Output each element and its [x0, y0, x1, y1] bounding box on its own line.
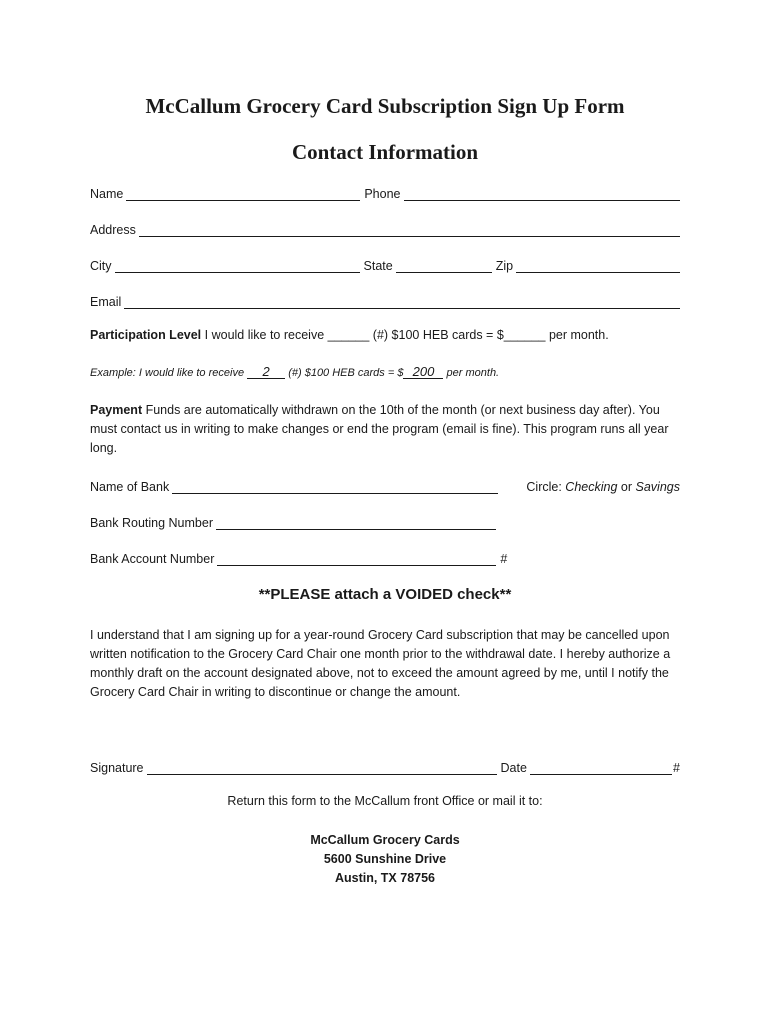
payment-heading: Payment — [90, 403, 143, 417]
checking-option[interactable]: Checking — [565, 480, 618, 494]
email-field[interactable] — [124, 294, 680, 309]
section-title: Contact Information — [291, 140, 479, 164]
date-field[interactable] — [530, 760, 672, 775]
name-label: Name — [90, 187, 124, 201]
address-line-2: 5600 Sunshine Drive — [323, 852, 447, 866]
signature-label: Signature — [90, 761, 144, 775]
account-label: Bank Account Number — [90, 552, 215, 566]
city-label: City — [90, 259, 112, 273]
bank-name-label: Name of Bank — [90, 480, 170, 494]
zip-label: Zip — [495, 259, 514, 273]
routing-field[interactable] — [216, 515, 496, 530]
state-field[interactable] — [396, 258, 492, 273]
address-label: Address — [90, 223, 136, 237]
form-page — [90, 0, 680, 1024]
address-field[interactable] — [139, 222, 680, 237]
return-instruction: Return this form to the McCallum front Office or mail it to: — [227, 794, 543, 808]
participation-text: I would like to receive ______ (#) $100 HEB cards = $______ per month. — [204, 328, 609, 342]
participation-heading: Participation Level — [90, 328, 202, 342]
example-count: 2 — [247, 366, 285, 379]
example-prefix: Example: I would like to receive — [90, 367, 245, 379]
phone-label: Phone — [364, 187, 401, 201]
email-row — [90, 291, 680, 309]
participation-example — [90, 364, 680, 383]
bank-name-field[interactable] — [172, 479, 498, 494]
city-field[interactable] — [115, 258, 360, 273]
voided-check-notice: **PLEASE attach a VOIDED check** — [258, 586, 512, 603]
account-row — [90, 548, 680, 566]
payment-paragraph — [90, 401, 680, 458]
zip-field[interactable] — [516, 258, 680, 273]
example-suffix: per month. — [446, 367, 500, 379]
example-middle: (#) $100 HEB cards = $ — [288, 367, 404, 379]
form-title: McCallum Grocery Card Subscription Sign Up Form — [145, 94, 625, 118]
mailing-address — [90, 831, 680, 888]
phone-field[interactable] — [404, 186, 681, 201]
date-hash: # — [673, 761, 680, 775]
signature-field[interactable] — [147, 760, 497, 775]
or-text: or — [620, 480, 633, 494]
account-hash: # — [500, 552, 508, 566]
state-label: State — [363, 259, 393, 273]
bank-name-row — [90, 476, 680, 494]
participation-level — [90, 326, 680, 345]
address-line-3: Austin, TX 78756 — [334, 871, 436, 885]
example-amount: 200 — [403, 366, 443, 379]
routing-label: Bank Routing Number — [90, 516, 213, 530]
address-line-1: McCallum Grocery Cards — [310, 833, 460, 847]
payment-text: Funds are automatically withdrawn on the 10th of the month (or next business day after). You must contact us in writing to make changes or end the program (email is fine). This program runs all year long. — [90, 403, 669, 455]
account-field[interactable] — [217, 551, 496, 566]
routing-row — [90, 512, 680, 530]
name-field[interactable] — [126, 186, 360, 201]
email-label: Email — [90, 295, 122, 309]
name-phone-row — [90, 183, 680, 201]
signature-row — [90, 757, 680, 775]
city-state-zip-row — [90, 255, 680, 273]
address-row — [90, 219, 680, 237]
date-label: Date — [500, 761, 527, 775]
circle-label: Circle: — [526, 480, 562, 494]
authorization-text: I understand that I am signing up for a year-round Grocery Card subscription that may be cancelled upon written notification to the Grocery Card Chair one month prior to the withdrawal date. I hereby authorize a monthly draft on the account designated above, not to exceed the amount agreed by me, until I notify the Grocery Card Chair in writing to discontinue or change the amount. — [90, 628, 671, 699]
savings-option[interactable]: Savings — [635, 480, 680, 494]
